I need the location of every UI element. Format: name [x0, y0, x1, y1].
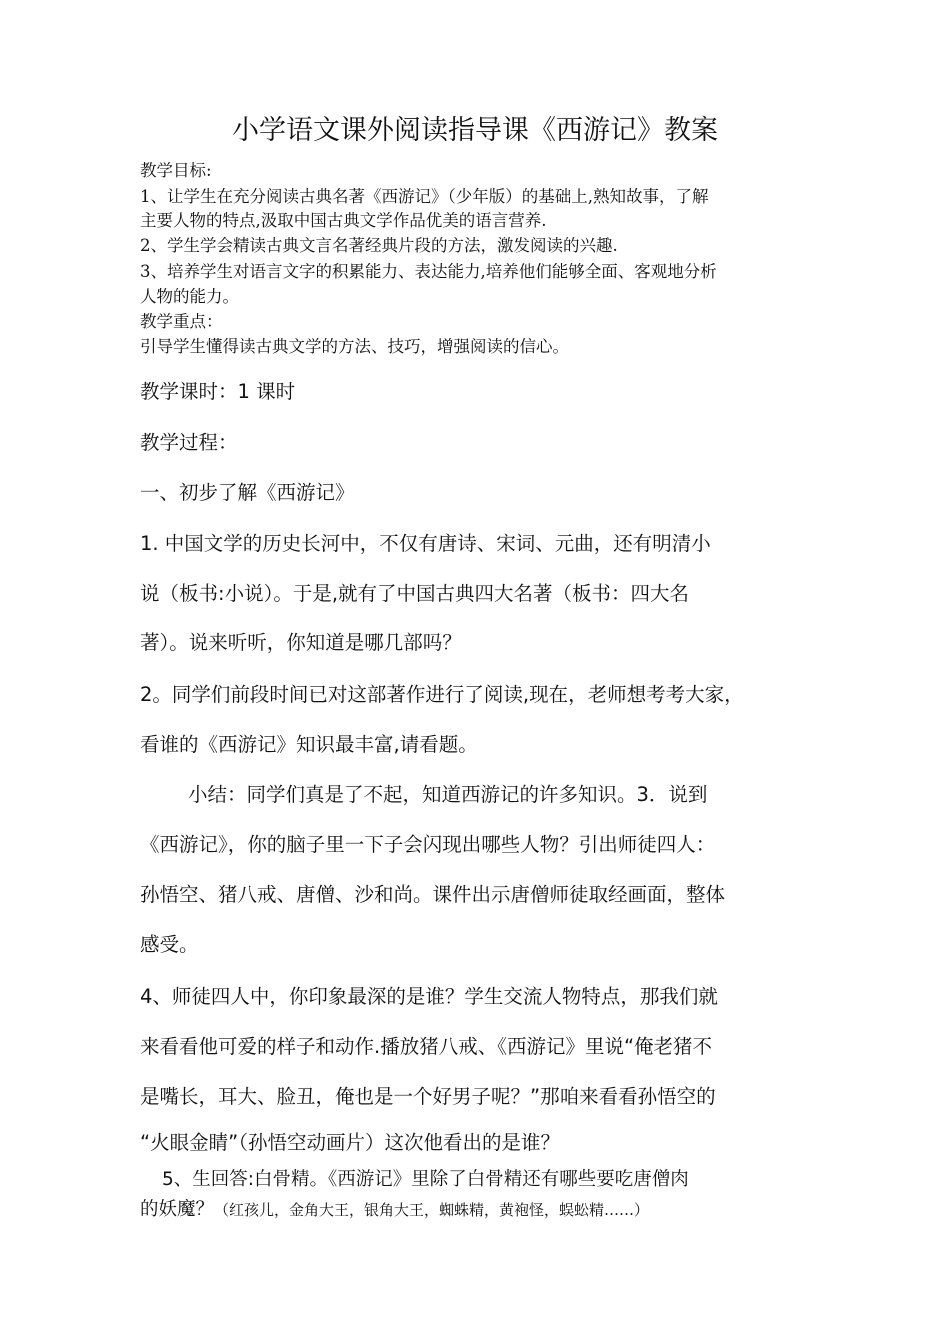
key-points-heading: 教学重点：: [140, 312, 223, 331]
document-title: 小学语文课外阅读指导课《西游记》教案: [232, 115, 718, 146]
objective-1-line-1: 1、让学生在充分阅读古典名著《西游记》（少年版）的基础上,熟知故事，了解: [140, 187, 709, 206]
paragraph-5-line-2: [140, 1196, 830, 1224]
paragraph-3-line-3: 孙悟空、猪八戒、唐僧、沙和尚。课件出示唐僧师徒取经画面，整体: [140, 883, 726, 906]
paragraph-5-line-2-main: 的妖魔？: [140, 1199, 215, 1220]
paragraph-5-line-1: 5、生回答:白骨精。《西游记》里除了白骨精还有哪些要吃唐僧肉: [162, 1169, 689, 1190]
paragraph-2-line-1: 2。同学们前段时间已对这部著作进行了阅读,现在，老师想考考大家，: [140, 683, 744, 706]
objective-2: 2、学生学会精读古典文言名著经典片段的方法，激发阅读的兴趣.: [140, 236, 618, 255]
paragraph-2-line-2: 看谁的《西游记》知识最丰富,请看题。: [140, 733, 478, 756]
paragraph-1-line-3: 著）。说来听听，你知道是哪几部吗？: [140, 631, 462, 654]
objective-3-line-2: 人物的能力。: [140, 287, 239, 306]
objectives-heading: 教学目标:: [140, 161, 212, 180]
paragraph-4-line-4: “火眼金睛”（孙悟空动画片）这次他看出的是谁？: [140, 1131, 560, 1154]
paragraph-3-line-4: 感受。: [140, 933, 199, 956]
paragraph-4-line-2: 来看看他可爱的样子和动作.播放猪八戒、《西游记》里说“俺老猪不: [140, 1035, 713, 1058]
paragraph-5-line-2-note: （红孩儿，金角大王，银角大王，蜘蛛精，黄袍怪，蜈蚣精……）: [214, 1201, 650, 1219]
key-points-text: 引导学生懂得读古典文学的方法、技巧，增强阅读的信心。: [140, 337, 569, 356]
paragraph-4-line-3: 是嘴长，耳大、脸丑，俺也是一个好男子呢？”那咱来看看孙悟空的: [140, 1085, 716, 1108]
paragraph-3-line-2: 《西游记》，你的脑子里一下子会闪现出哪些人物？引出师徒四人：: [140, 833, 716, 856]
class-hours: 教学课时：1 课时: [140, 380, 296, 403]
paragraph-4-line-1: 4、师徒四人中，你印象最深的是谁？学生交流人物特点，那我们就: [140, 985, 718, 1008]
paragraph-1-line-2: 说（板书:小说）。于是,就有了中国古典四大名著（板书：四大名: [140, 582, 690, 605]
objective-1-line-2: 主要人物的特点,汲取中国古典文学作品优美的语言营养.: [140, 211, 547, 230]
section-1-heading: 一、初步了解《西游记》: [140, 481, 355, 504]
process-heading: 教学过程：: [140, 431, 238, 454]
paragraph-3-line-1: 小结：同学们真是了不起，知道西游记的许多知识。3．说到: [188, 783, 708, 806]
paragraph-1-line-1: 1. 中国文学的历史长河中，不仅有唐诗、宋词、元曲，还有明清小: [140, 532, 711, 555]
objective-3-line-1: 3、培养学生对语言文字的积累能力、表达能力,培养他们能够全面、客观地分析: [140, 262, 717, 281]
